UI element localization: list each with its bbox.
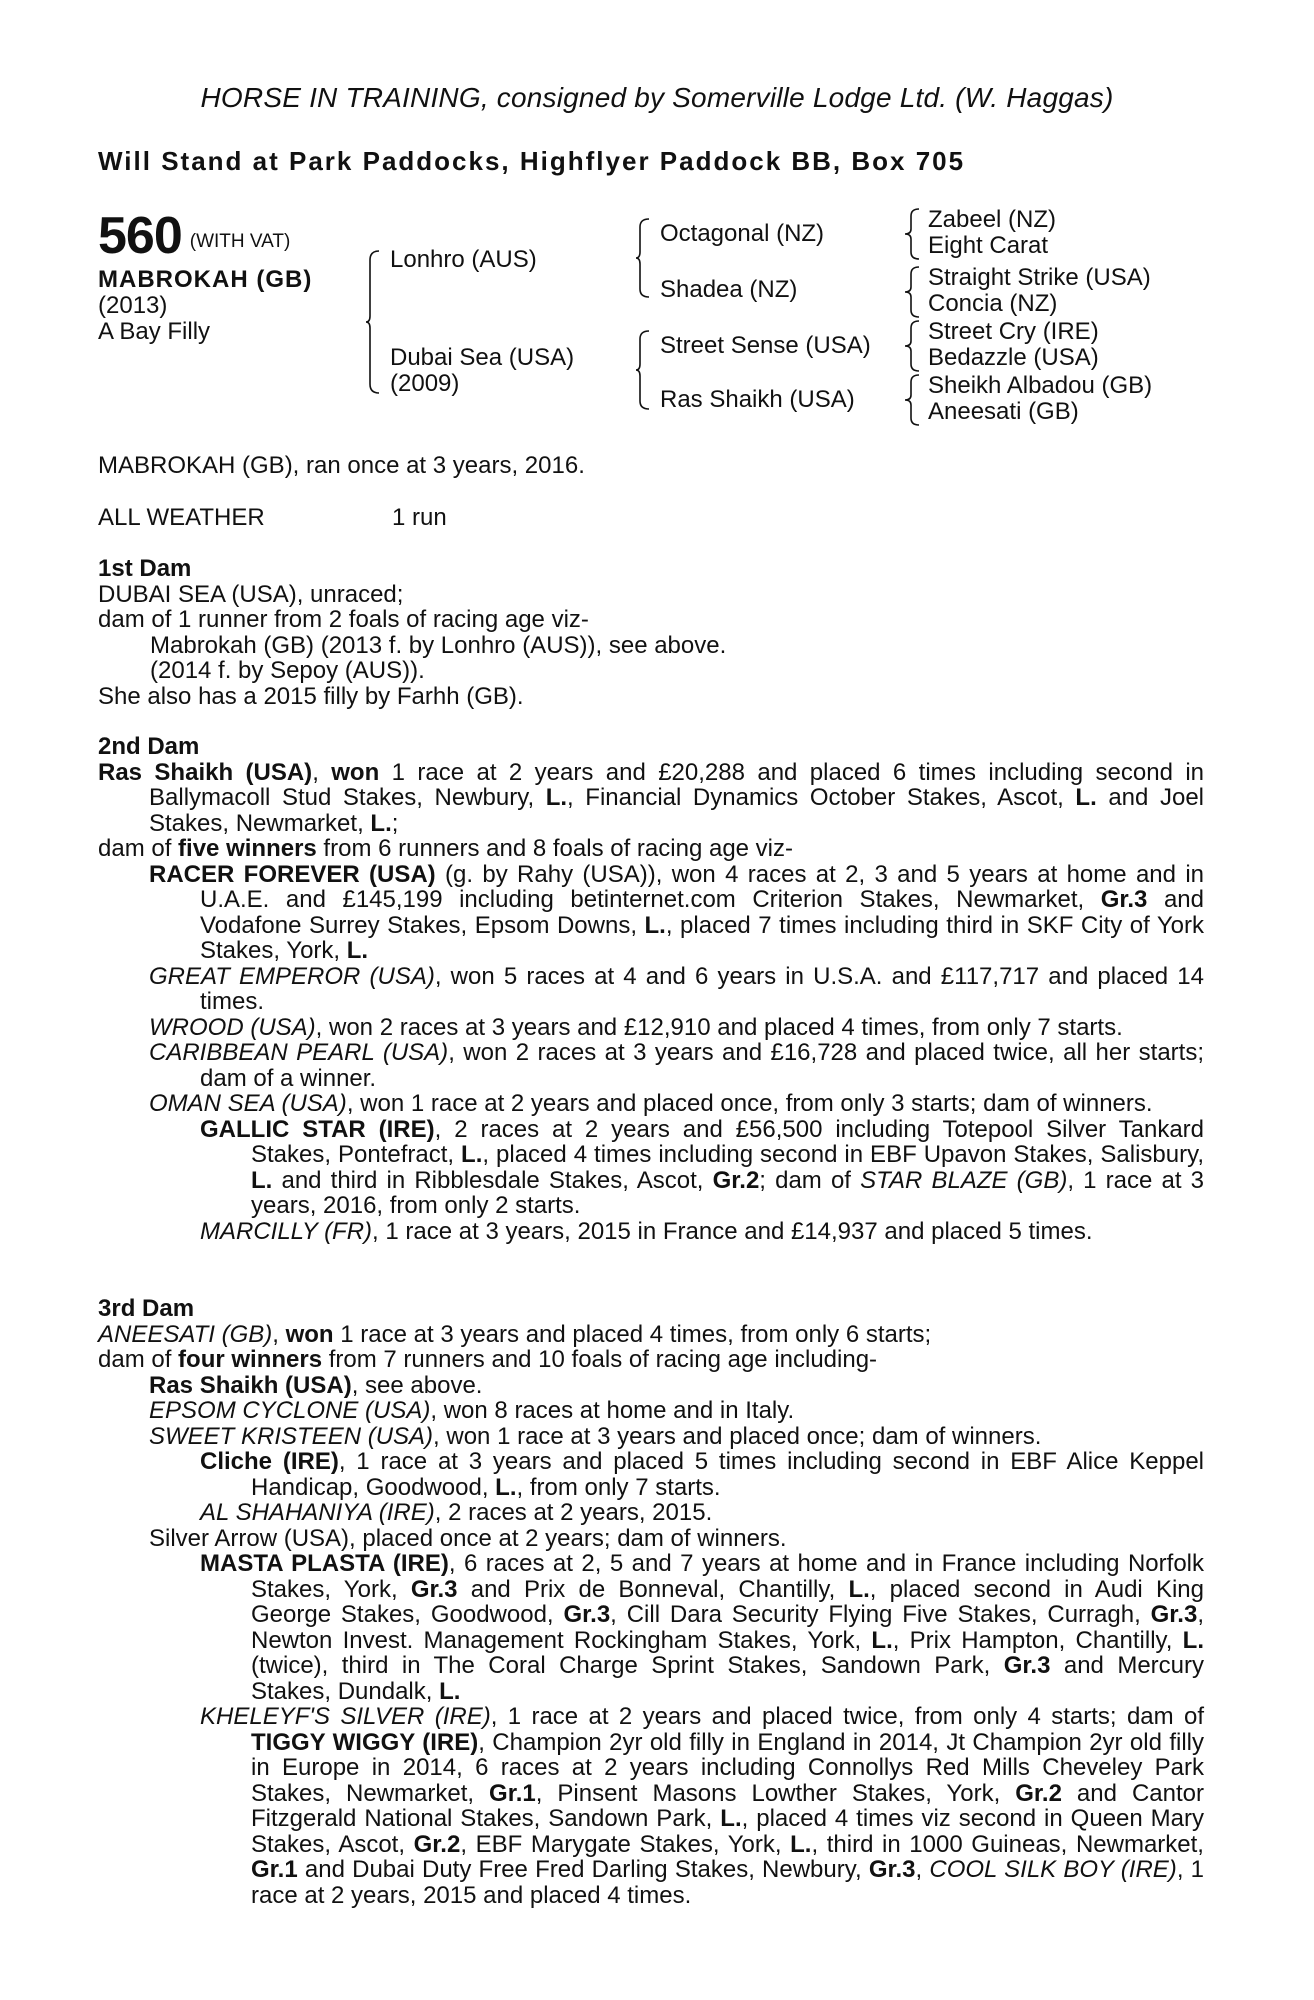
surface-label: ALL WEATHER (98, 504, 265, 531)
pedigree-brace-3d (904, 374, 920, 426)
pedigree-dam: Dubai Sea (USA) (390, 344, 575, 371)
produce-wrood: WROOD (USA), won 2 races at 3 years and £12,910 and placed 4 times, from only 7 starts. (149, 1013, 1123, 1041)
first-dam-produce: Mabrokah (GB) (2013 f. by Lonhro (AUS)), see above. (150, 631, 727, 659)
first-dam-section (98, 556, 1204, 709)
second-dam-produce-summary: dam of five winners from 6 runners and 8 foals of racing age viz- (98, 835, 794, 862)
first-dam-line: She also has a 2015 filly by Farhh (GB). (98, 682, 524, 710)
produce-ras-shaikh: Ras Shaikh (USA), see above. (149, 1371, 483, 1399)
first-dam-produce: (2014 f. by Sepoy (AUS)). (150, 657, 425, 684)
third-dam-intro: ANEESATI (GB), won 1 race at 3 years and placed 4 times, from only 6 starts; (98, 1320, 932, 1348)
produce-silver-arrow: Silver Arrow (USA), placed once at 2 years; dam of winners. (149, 1524, 787, 1552)
produce-al-shahaniya: AL SHAHANIYA (IRE), 2 races at 2 years, 2015. (200, 1499, 713, 1526)
pedigree-sire: Lonhro (AUS) (390, 246, 537, 273)
pedigree-brace-2b (636, 330, 650, 410)
stand-location: Will Stand at Park Paddocks, Highflyer Paddock BB, Box 705 (98, 146, 966, 176)
pedigree-brace-1 (366, 250, 380, 394)
surface-runs: 1 run (392, 504, 447, 531)
pedigree-gen2-2: Shadea (NZ) (660, 276, 798, 303)
page-header: HORSE IN TRAINING, consigned by Somerville Lodge Ltd. (W. Haggas) (200, 82, 1114, 113)
third-dam-produce-summary: dam of four winners from 7 runners and 10 foals of racing age including- (98, 1346, 878, 1373)
produce-racer-forever: RACER FOREVER (USA) (g. by Rahy (USA)), won 4 races at 2, 3 and 5 years at home and in U.A.E. and £145,199 including betinternet.com Criterion Stakes, Newmarket, Gr.3 and Vodafone Surrey Stakes, Epsom Downs, L., placed 7 times including third in SKF City of York Stakes, York, L. (149, 860, 1205, 964)
first-dam-heading: 1st Dam (98, 555, 192, 582)
produce-masta-plasta: MASTA PLASTA (IRE), 6 races at 2, 5 and 7 years at home and in France including Norfolk Stakes, York, Gr.3 and Prix de Bonneval, Chantilly, L., placed second in Audi King George Stakes, Goodwood, Gr.3, Cill Dara Security Flying Five Stakes, Curragh, Gr.3, Newton Invest. Management Rockingham Stakes, York, L., Prix Hampton, Chantilly, L. (twice), third in The Coral Charge Sprint Stakes, Sandown Park, Gr.3 and Mercury Stakes, Dundalk, L. (200, 1550, 1204, 1705)
pedigree-gen3-2: Eight Carat (928, 232, 1049, 259)
horse-name: MABROKAH (GB) (98, 266, 313, 293)
vat-label: (WITH VAT) (189, 231, 291, 252)
pedigree-gen3-7: Sheikh Albadou (GB) (928, 372, 1153, 399)
produce-cliche: Cliche (IRE), 1 race at 3 years and placed 5 times including second in EBF Alice Keppel Handicap, Goodwood, L., from only 7 starts. (200, 1448, 1204, 1501)
pedigree-gen3-8: Aneesati (GB) (928, 398, 1079, 425)
pedigree-gen3-1: Zabeel (NZ) (928, 206, 1057, 233)
pedigree-gen2-4: Ras Shaikh (USA) (660, 386, 855, 413)
horse-description: A Bay Filly (98, 318, 211, 345)
pedigree-gen3-6: Bedazzle (USA) (928, 344, 1099, 371)
third-dam-section (98, 1296, 1204, 1908)
produce-kheleyfs-silver: KHELEYF'S SILVER (IRE), 1 race at 2 years and placed twice, from only 4 starts; dam of TIGGY WIGGY (IRE), Champion 2yr old filly in England in 2014, Jt Champion 2yr old filly in Europe in 2014, 6 races at 2 years including Connollys Red Mills Cheveley Park Stakes, Newmarket, Gr.1, Pinsent Masons Lowther Stakes, York, Gr.2 and Cantor Fitzgerald National Stakes, Sandown Park, L., placed 4 times viz second in Queen Mary Stakes, Ascot, Gr.2, EBF Marygate Stakes, York, L., third in 1000 Guineas, Newmarket, Gr.1 and Dubai Duty Free Fred Darling Stakes, Newbury, Gr.3, COOL SILK BOY (IRE), 1 race at 2 years, 2015 and placed 4 times. (200, 1703, 1205, 1909)
second-dam-section (98, 734, 1204, 1244)
horse-year: (2013) (98, 292, 168, 319)
third-dam-heading: 3rd Dam (98, 1295, 195, 1322)
race-record-summary: MABROKAH (GB), ran once at 3 years, 2016. (98, 452, 585, 479)
pedigree-gen3-3: Straight Strike (USA) (928, 264, 1151, 291)
produce-sweet-kristeen: SWEET KRISTEEN (USA), won 1 race at 3 years and placed once; dam of winners. (149, 1422, 1042, 1450)
lot-number: 560 (98, 207, 182, 265)
first-dam-line: dam of 1 runner from 2 foals of racing age viz- (98, 606, 589, 633)
pedigree-gen3-5: Street Cry (IRE) (928, 318, 1099, 345)
produce-great-emperor: GREAT EMPEROR (USA), won 5 races at 4 and 6 years in U.S.A. and £117,717 and placed 14 times. (149, 962, 1204, 1015)
produce-gallic-star: GALLIC STAR (IRE), 2 races at 2 years and £56,500 including Totepool Silver Tankard Stakes, Pontefract, L., placed 4 times including second in EBF Upavon Stakes, Salisbury, L. and third in Ribblesdale Stakes, Ascot, Gr.2; dam of STAR BLAZE (GB), 1 race at 3 years, 2016, from only 2 starts. (200, 1115, 1205, 1219)
pedigree-brace-3b (904, 266, 920, 318)
second-dam-heading: 2nd Dam (98, 733, 200, 760)
pedigree-dam-year: (2009) (390, 370, 460, 397)
produce-oman-sea: OMAN SEA (USA), won 1 race at 2 years and placed once, from only 3 starts; dam of winners. (149, 1090, 1153, 1117)
produce-caribbean-pearl: CARIBBEAN PEARL (USA), won 2 races at 3 years and £16,728 and placed twice, all her starts; dam of a winner. (149, 1039, 1205, 1092)
lot-block (98, 207, 291, 265)
produce-marcilly: MARCILLY (FR), 1 race at 3 years, 2015 in France and £14,937 and placed 5 times. (200, 1217, 1093, 1245)
pedigree-brace-3c (904, 320, 920, 372)
pedigree-brace-3a (904, 208, 920, 260)
pedigree-gen3-4: Concia (NZ) (928, 290, 1058, 317)
pedigree-gen2-1: Octagonal (NZ) (660, 220, 825, 247)
first-dam-line: DUBAI SEA (USA), unraced; (98, 580, 404, 608)
pedigree-gen2-3: Street Sense (USA) (660, 332, 871, 359)
produce-epsom-cyclone: EPSOM CYCLONE (USA), won 8 races at home and in Italy. (149, 1397, 795, 1424)
second-dam-intro: Ras Shaikh (USA), won 1 race at 2 years and £20,288 and placed 6 times including second in Ballymacoll Stud Stakes, Newbury, L., Financial Dynamics October Stakes, Ascot, L. and Joel Stakes, Newmarket, L.; (98, 758, 1205, 837)
pedigree-brace-2a (636, 218, 650, 298)
